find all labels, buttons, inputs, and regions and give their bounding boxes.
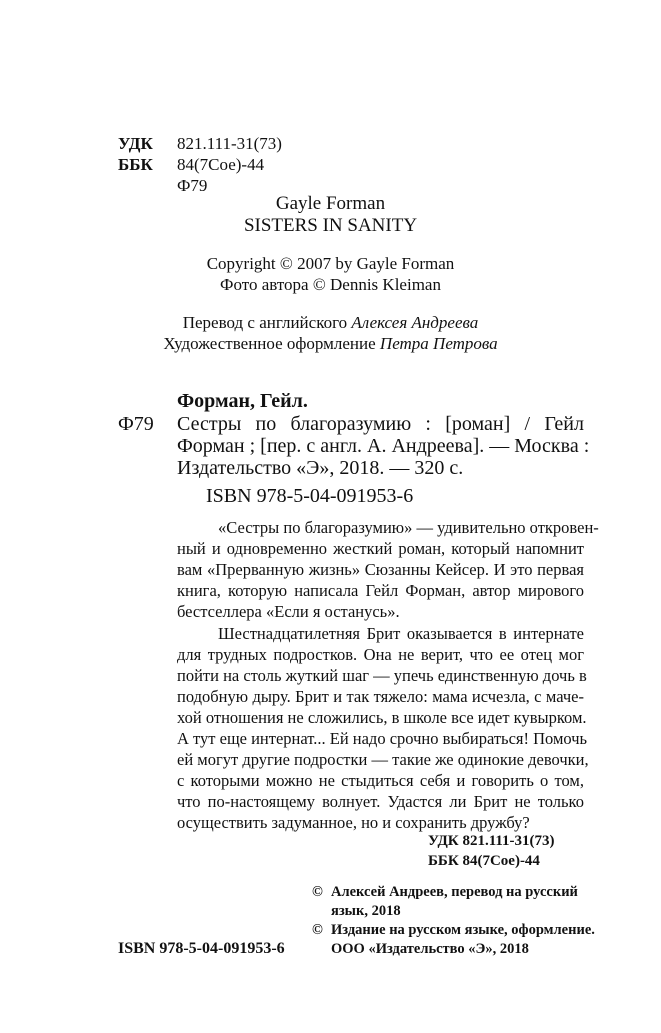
annotation-line-5: бестселлера «Если я останусь».: [177, 602, 400, 621]
annotation-line-12: ей могут другие подростки — такие же одинокие девочки,: [177, 750, 589, 769]
bib-mark: Ф79: [118, 413, 154, 435]
annotation-line-11: А тут еще интернат... Ей надо срочно выбираться! Помочь: [177, 729, 588, 748]
annotation-line-3: вам «Прерванную жизнь» Сюзанны Кейсер. И это первая: [177, 560, 584, 579]
bib-isbn: ISBN 978-5-04-091953-6: [206, 485, 414, 507]
photo-credit-line: Фото автора © Dennis Kleiman: [220, 275, 441, 294]
annotation-udk: УДК 821.111-31(73): [428, 833, 555, 849]
translation-prefix: Перевод с английского: [182, 313, 352, 332]
original-author: Gayle Forman: [275, 193, 386, 214]
copyright-edition-line-2: ООО «Издательство «Э», 2018: [331, 941, 529, 957]
translator-name: Алексея Андреева: [351, 313, 479, 332]
udk-label: УДК: [118, 134, 153, 153]
copyright-translation-line-2: язык, 2018: [331, 903, 401, 919]
bib-line-1: Сестры по благоразумию : [роман] / Гейл: [177, 413, 584, 435]
annotation-line-2: ный и одновременно жесткий роман, который напомнит: [177, 539, 584, 558]
copyright-edition-line-1: Издание на русском языке, оформление.: [331, 922, 595, 938]
udk-value: 821.111-31(73): [177, 134, 282, 153]
annotation-line-13: с которыми можно не стыдиться себя и говорить о том,: [177, 771, 584, 790]
annotation-bbk: ББК 84(7Сое)-44: [428, 853, 540, 869]
bib-author-heading: Форман, Гейл.: [177, 390, 308, 412]
annotation-line-1: «Сестры по благоразумию» — удивительно откровен-: [218, 518, 599, 537]
copyright-translation-line-1: Алексей Андреев, перевод на русский: [331, 884, 578, 900]
original-title: SISTERS IN SANITY: [243, 215, 418, 236]
bib-line-3: Издательство «Э», 2018. — 320 с.: [177, 457, 464, 479]
annotation-line-10: хой отношения не сложились, в школе все идет кувырком.: [177, 708, 587, 727]
copyright-symbol-2: ©: [312, 922, 323, 938]
designer-name: Петра Петрова: [379, 334, 498, 353]
annotation-line-15: осуществить задуманное, но и сохранить дружбу?: [177, 813, 530, 832]
annotation-line-9: подобную дыру. Брит и так тяжело: мама исчезла, с маче-: [177, 687, 584, 706]
copyright-line: Copyright © 2007 by Gayle Forman: [206, 254, 455, 273]
bbk-label: ББК: [118, 155, 153, 174]
annotation-line-14: что по-настоящему волнует. Удастся ли Брит не только: [177, 792, 584, 811]
annotation-line-6: Шестнадцатилетняя Брит оказывается в интернате: [218, 624, 584, 643]
footer-isbn: ISBN 978-5-04-091953-6: [118, 940, 285, 957]
annotation-line-8: пойти на столь жуткий шаг — упечь единственную дочь в: [177, 666, 587, 685]
annotation-line-7: для трудных подростков. Она не верит, что ее отец мог: [177, 645, 584, 664]
design-prefix: Художественное оформление: [163, 334, 380, 353]
bbk-value: 84(7Сое)-44: [177, 155, 265, 174]
translation-credit: [0, 313, 661, 333]
author-mark: Ф79: [177, 176, 208, 195]
bib-line-2: Форман ; [пер. с англ. А. Андреева]. — Москва :: [177, 435, 590, 457]
annotation-line-4: книга, которую написала Гейл Форман, автор мирового: [177, 581, 584, 600]
design-credit: [0, 334, 661, 354]
copyright-symbol-1: ©: [312, 884, 323, 900]
